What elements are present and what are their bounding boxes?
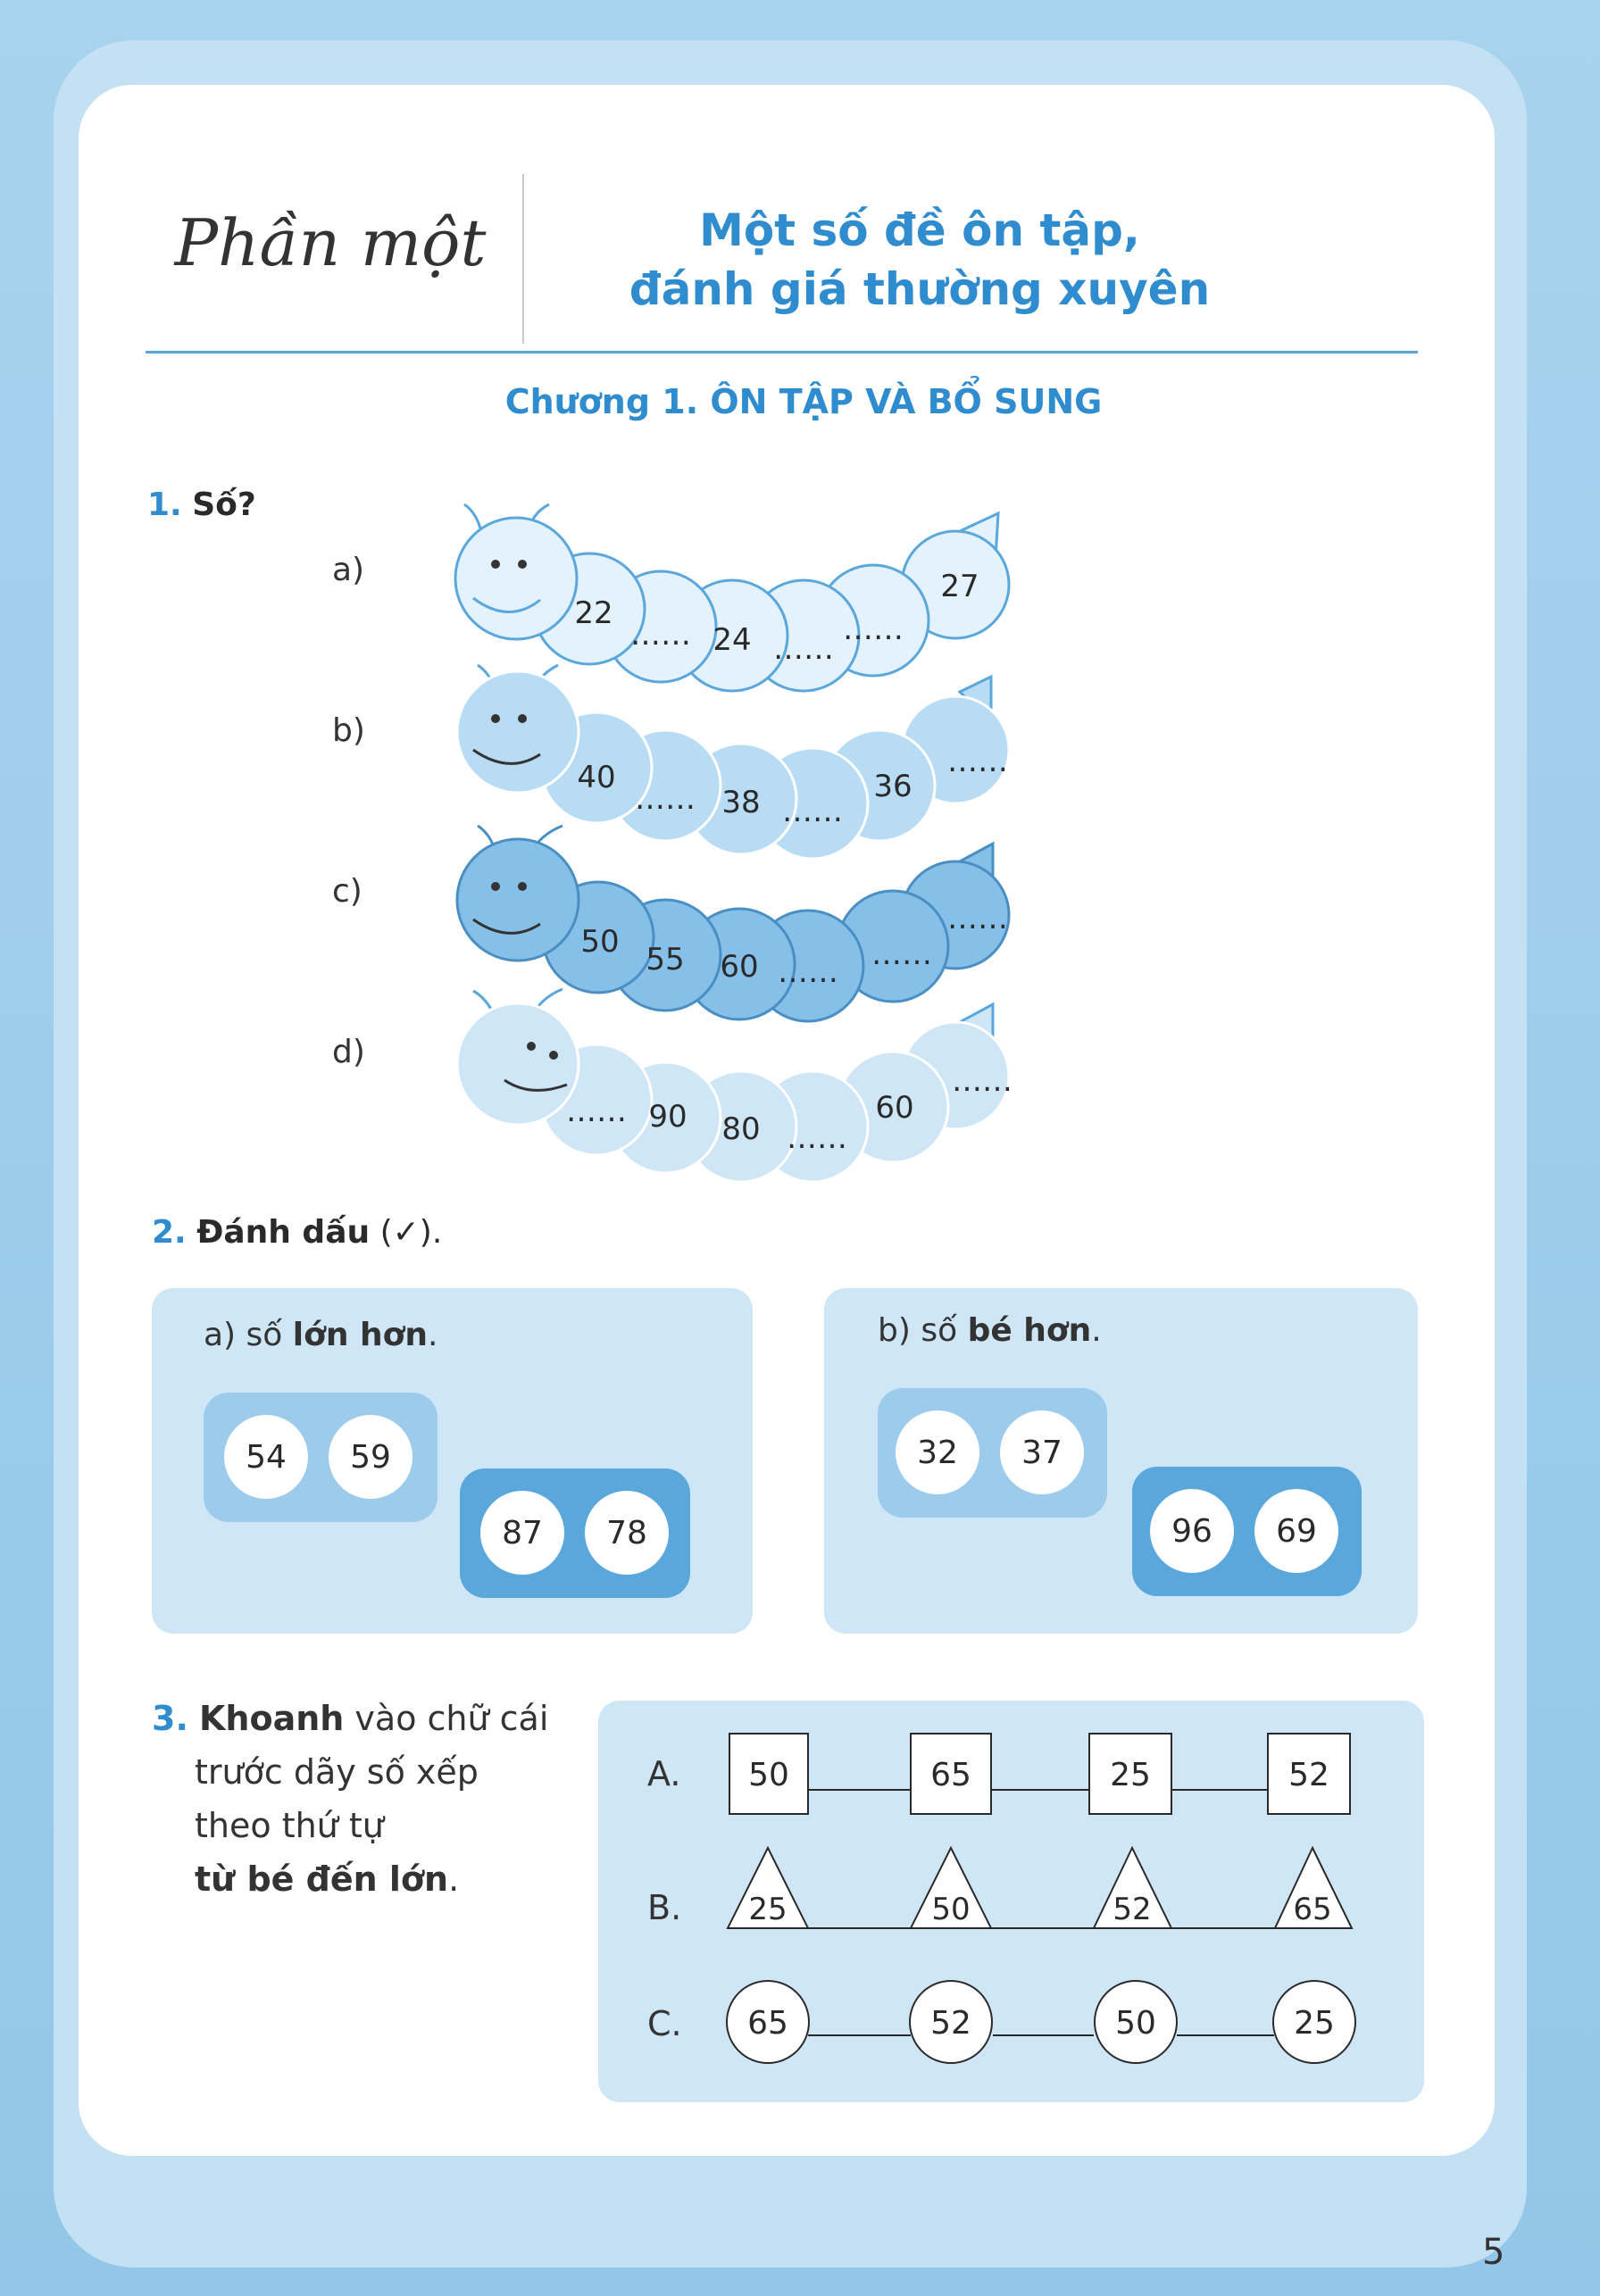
q2a-pair2-left[interactable]: 87 xyxy=(480,1491,564,1575)
q2a-pair1-right[interactable]: 59 xyxy=(329,1415,412,1499)
q1c-seg-4: …… xyxy=(778,954,838,990)
q2b-pair2-left[interactable]: 96 xyxy=(1150,1489,1234,1573)
q3b-value-1: 25 xyxy=(748,1892,788,1927)
q3-option-c-shapes xyxy=(727,1981,1355,2063)
q1d-seg-1: …… xyxy=(566,1094,627,1129)
q3c-value-2: 52 xyxy=(930,2005,971,2042)
q3b-value-4: 65 xyxy=(1293,1892,1332,1927)
q1a-seg-3: 24 xyxy=(712,622,752,658)
q2b-pair2-right[interactable]: 69 xyxy=(1254,1489,1338,1573)
q1-row-d-label: d) xyxy=(332,1034,365,1070)
q2a-pair2-right[interactable]: 78 xyxy=(585,1491,669,1575)
q3b-value-2: 50 xyxy=(931,1892,971,1927)
q1b-seg-3: 38 xyxy=(721,785,761,820)
q2b-pair1-right[interactable]: 37 xyxy=(1000,1410,1084,1494)
q2a-suffix: . xyxy=(428,1317,438,1353)
q3-bold-line4: từ bé đến lớn xyxy=(195,1859,449,1899)
q3-text1: vào chữ cái xyxy=(344,1699,549,1738)
q3-option-a-values xyxy=(748,1757,1329,1793)
q2a-prefix: a) số xyxy=(204,1317,293,1353)
q2-title-rest: (✓). xyxy=(370,1214,443,1251)
q3-option-c-letter[interactable]: C. xyxy=(647,2004,682,2043)
q1b-seg-2: …… xyxy=(635,781,696,817)
q2-number: 2. xyxy=(152,1214,187,1251)
q2b-bold: bé hơn xyxy=(967,1312,1092,1349)
q1d-seg-2: 90 xyxy=(648,1099,688,1135)
q1c-seg-3: 60 xyxy=(720,949,759,985)
q1-title-text: Số? xyxy=(192,487,256,523)
q1c-seg-6: …… xyxy=(947,901,1008,936)
q3-option-b-shapes xyxy=(728,1848,1352,1928)
q3-option-b-values xyxy=(748,1892,1331,1927)
q3a-value-2: 65 xyxy=(930,1757,971,1793)
title-line-1: Một số đề ôn tập, xyxy=(699,204,1140,256)
q3-suffix4: . xyxy=(448,1859,460,1899)
q1-row-b-label: b) xyxy=(332,712,365,749)
q3b-value-3: 52 xyxy=(1112,1892,1152,1927)
q1b-seg-4: …… xyxy=(782,794,843,829)
part-label: Phần một xyxy=(174,205,487,280)
q3a-value-3: 25 xyxy=(1110,1757,1151,1793)
q1c-seg-1: 50 xyxy=(580,924,620,960)
q3-number: 3. xyxy=(152,1699,188,1738)
q1d-seg-6: …… xyxy=(952,1063,1012,1099)
q3-bold1: Khoanh xyxy=(198,1699,345,1738)
q3-line-3: theo thứ tự xyxy=(195,1806,384,1845)
chapter-title: Chương 1. ÔN TẬP VÀ BỔ SUNG xyxy=(504,382,1103,421)
q2b-suffix: . xyxy=(1091,1312,1102,1349)
q3a-value-1: 50 xyxy=(748,1757,789,1793)
q1b-seg-1: 40 xyxy=(577,760,616,795)
q1a-seg-1: 22 xyxy=(574,595,613,631)
q3c-value-4: 25 xyxy=(1294,2005,1335,2042)
q2-title-bold: Đánh dấu xyxy=(196,1214,371,1251)
q2b-pair1-left[interactable]: 32 xyxy=(896,1410,979,1494)
page-number: 5 xyxy=(1482,2232,1505,2273)
q1c-seg-2: 55 xyxy=(646,942,685,977)
q1d-seg-3: 80 xyxy=(721,1111,761,1147)
q1-row-c-label: c) xyxy=(332,873,362,910)
q3c-value-3: 50 xyxy=(1115,2005,1156,2042)
q3-line-2: trước dãy số xếp xyxy=(195,1752,479,1792)
q2a-bold: lớn hơn xyxy=(292,1317,429,1353)
q3-option-a-letter[interactable]: A. xyxy=(647,1754,681,1793)
q3a-value-4: 52 xyxy=(1288,1757,1329,1793)
q1a-seg-5: …… xyxy=(843,611,904,647)
title-line-2: đánh giá thường xuyên xyxy=(629,263,1211,315)
q2a-pair1-left[interactable]: 54 xyxy=(224,1415,308,1499)
q1a-seg-6: 27 xyxy=(940,569,979,604)
q3c-value-1: 65 xyxy=(747,2005,788,2042)
q3-option-b-letter[interactable]: B. xyxy=(647,1888,682,1927)
q1d-seg-5: 60 xyxy=(875,1090,914,1126)
q1b-seg-5: 36 xyxy=(873,769,912,804)
q1-row-a-label: a) xyxy=(332,552,365,588)
q1a-seg-2: …… xyxy=(630,617,691,653)
q1d-seg-4: …… xyxy=(787,1120,847,1156)
q1-number: 1. xyxy=(147,487,182,523)
q3-option-a-shapes xyxy=(729,1734,1350,1814)
q2b-prefix: b) số xyxy=(878,1312,968,1349)
q1c-seg-5: …… xyxy=(871,936,932,972)
q1b-seg-6: …… xyxy=(947,744,1008,779)
q1a-seg-4: …… xyxy=(773,631,834,667)
